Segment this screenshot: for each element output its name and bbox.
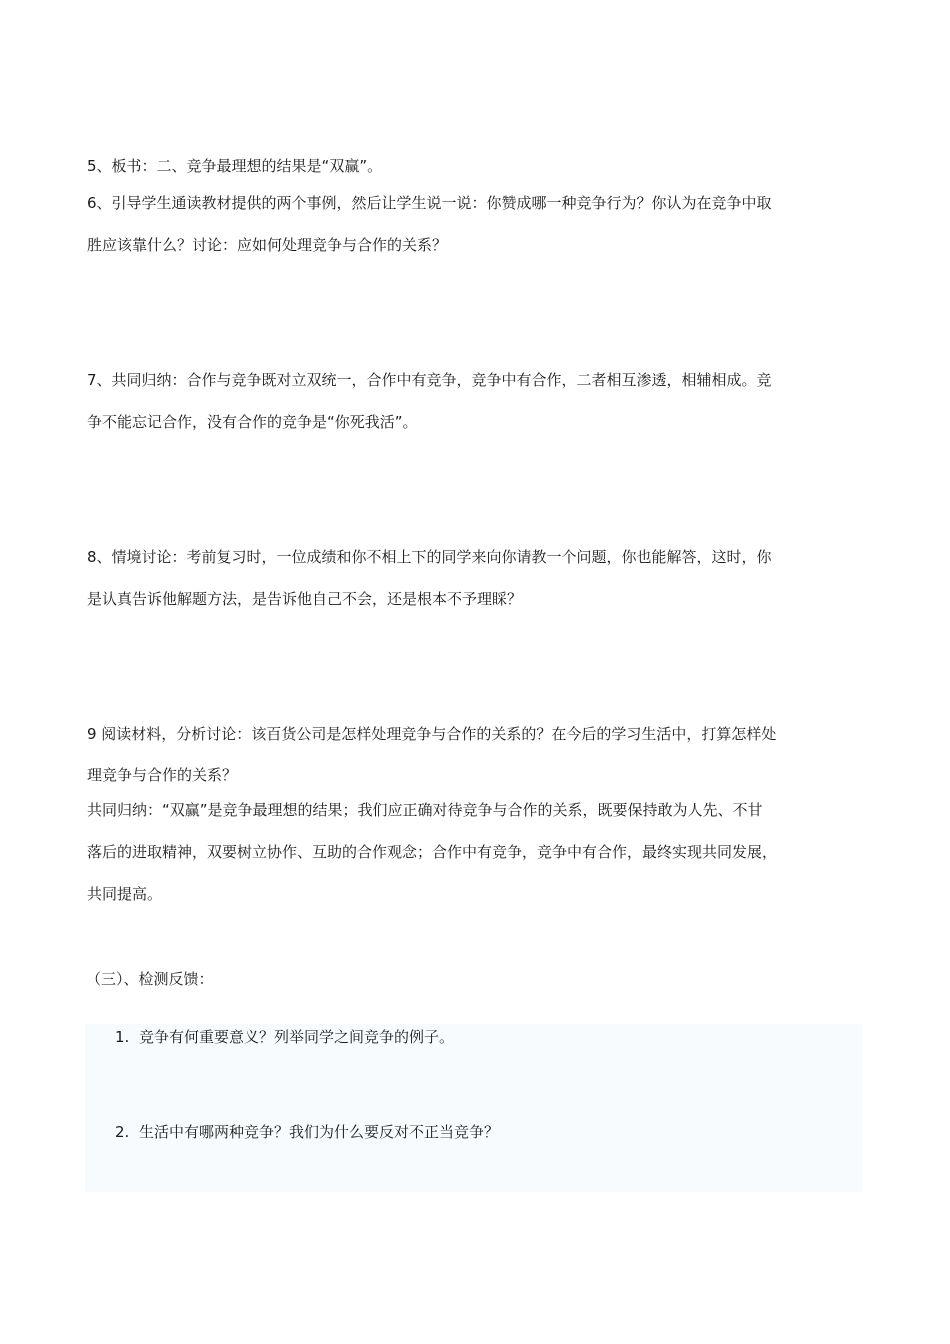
feedback-question-2 (115, 1122, 499, 1142)
paragraph-8-line-2: 是认真告诉他解题方法，是告诉他自己不会，还是根本不予理睬？ (87, 590, 523, 608)
summary-line-2: 落后的进取精神，双要树立协作、互助的合作观念；合作中有竞争，竞争中有合作，最终实现共同发展， (87, 843, 778, 861)
paragraph-6-line-1: 6、引导学生通读教材提供的两个事例，然后让学生说一说：你赞成哪一种竞争行为？你认为在竞争中取 (87, 194, 772, 212)
summary-line-3: 共同提高。 (87, 885, 163, 903)
feedback-question-number: 1. (115, 1028, 130, 1046)
paragraph-9-line-1: 9 阅读材料，分析讨论：该百货公司是怎样处理竞争与合作的关系的？在今后的学习生活中，打算怎样处 (87, 725, 777, 743)
summary-line-1: 共同归纳：“双赢”是竞争最理想的结果；我们应正确对待竞争与合作的关系，既要保持敢为人先、不甘 (87, 801, 763, 819)
paragraph-7-line-1: 7、共同归纳：合作与竞争既对立双统一，合作中有竞争，竞争中有合作，二者相互渗透，相辅相成。竞 (87, 371, 772, 389)
paragraph-9-line-2: 理竞争与合作的关系？ (87, 766, 238, 784)
paragraph-7-line-2: 争不能忘记合作，没有合作的竞争是“你死我活”。 (87, 413, 418, 431)
paragraph-8-line-1: 8、情境讨论：考前复习时，一位成绩和你不相上下的同学来向你请教一个问题，你也能解答，这时，你 (87, 548, 772, 566)
section-3-heading: （三）、检测反馈： (86, 970, 214, 988)
feedback-question-number: 2. (115, 1123, 130, 1141)
feedback-box (85, 1024, 862, 1192)
feedback-question-text: 竞争有何重要意义？列举同学之间竞争的例子。 (139, 1028, 455, 1046)
feedback-question-text: 生活中有哪两种竞争？我们为什么要反对不正当竞争？ (139, 1123, 500, 1141)
paragraph-6-line-2: 胜应该靠什么？讨论：应如何处理竞争与合作的关系？ (87, 236, 448, 254)
paragraph-5: 5、板书：二、竞争最理想的结果是“双赢”。 (87, 157, 383, 175)
feedback-question-1 (115, 1027, 454, 1047)
